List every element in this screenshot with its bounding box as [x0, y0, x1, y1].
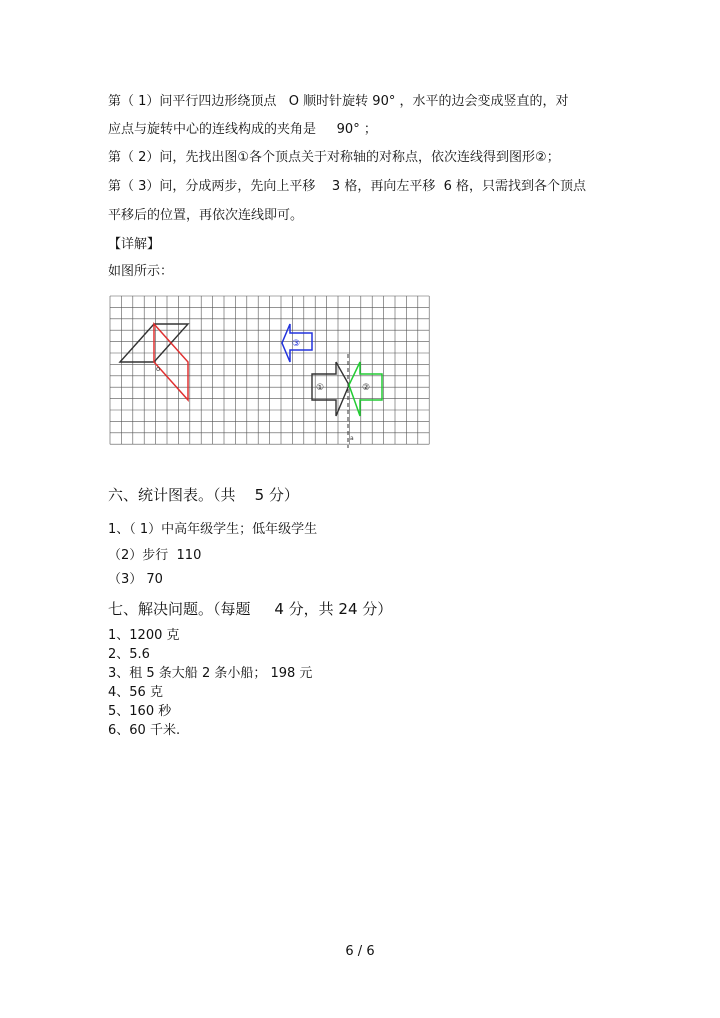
label-2: ②	[362, 383, 371, 393]
explanation-line-4: 第（ 3）问，分成两步，先向上平移 3 格，再向左平移 6 格，只需找到各个顶点	[108, 179, 587, 194]
label-a: a	[350, 435, 354, 442]
label-1: ①	[316, 383, 325, 393]
section7-answer: 6、60 千米.	[108, 723, 181, 738]
grid-figure	[108, 294, 430, 450]
explanation-line-1: 第（ 1）问平行四边形绕顶点 O 顺时针旋转 90° ，水平的边会变成竖直的，对	[108, 94, 569, 109]
section7-answer: 1、1200 克	[108, 628, 180, 643]
explanation-line-2: 应点与旋转中心的连线构成的夹角是 90° ；	[108, 122, 377, 137]
section7-answer: 2、5.6	[108, 647, 150, 662]
section6-title: 六、统计图表。（共 5 分）	[108, 486, 299, 504]
explanation-line-5: 平移后的位置，再依次连线即可。	[108, 208, 304, 223]
section6-answer-2: （2）步行 110	[108, 548, 202, 563]
label-3: ③	[292, 339, 301, 349]
page-number: 6 / 6	[345, 944, 375, 959]
detail-intro: 如图所示：	[108, 264, 174, 279]
section6-answer-3: （3） 70	[108, 572, 163, 587]
section6-answer-1: 1、（ 1）中高年级学生；低年级学生	[108, 522, 318, 537]
detail-heading: 【详解】	[108, 237, 161, 252]
explanation-line-3: 第（ 2）问，先找出图①各个顶点关于对称轴的对称点，依次连线得到图形②；	[108, 150, 560, 165]
section7-answer: 4、56 克	[108, 685, 163, 700]
section7-answer: 5、160 秒	[108, 704, 172, 719]
section7-answer: 3、租 5 条大船 2 条小船； 198 元	[108, 666, 313, 681]
rotated-parallelogram	[154, 324, 188, 400]
label-o: o	[156, 365, 161, 373]
section7-title: 七、解决问题。（每题 4 分，共 24 分）	[108, 600, 393, 618]
